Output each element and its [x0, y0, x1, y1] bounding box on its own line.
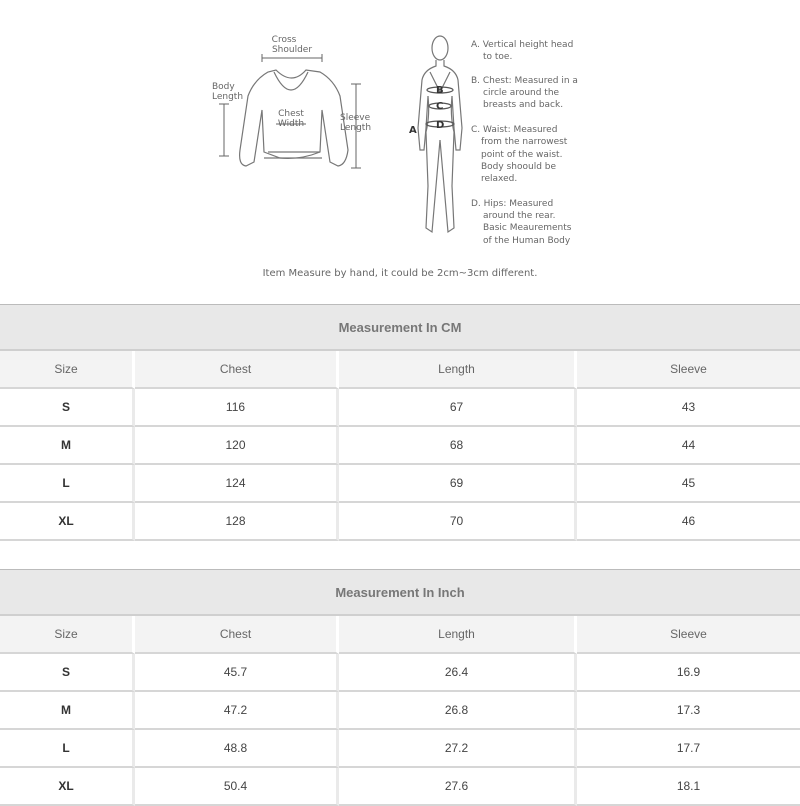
svg-text:from the narrowest: from the narrowest: [481, 137, 568, 147]
svg-text:point of the waist.: point of the waist.: [481, 150, 563, 160]
table-row: [0, 427, 800, 465]
table-row: [0, 389, 800, 427]
cell-size: XL: [0, 768, 135, 806]
body-length-label-2: Length: [212, 92, 244, 102]
svg-text:circle around the: circle around the: [483, 88, 560, 98]
cell-size: M: [0, 692, 135, 730]
measure-note: Item Measure by hand, it could be 2cm~3cm different.: [262, 268, 538, 279]
header-size: Size: [0, 351, 135, 389]
table-header-row: [0, 351, 800, 389]
svg-text:breasts and back.: breasts and back.: [483, 100, 564, 110]
cell-length: 70: [339, 503, 577, 541]
cell-sleeve: 16.9: [577, 654, 800, 692]
table-row: [0, 730, 800, 768]
cell-length: 67: [339, 389, 577, 427]
cm-size-table: [0, 304, 800, 541]
chest-width-label-2: Width: [277, 119, 305, 129]
cell-size: M: [0, 427, 135, 465]
cell-sleeve: 17.7: [577, 730, 800, 768]
svg-text:B. Chest: Measured in a: B. Chest: Measured in a: [471, 76, 578, 86]
marker-a: A: [409, 125, 417, 136]
inch-size-table: [0, 569, 800, 806]
sleeve-length-label-2: Length: [340, 123, 372, 133]
svg-text:to toe.: to toe.: [483, 52, 513, 62]
svg-text:A. Vertical height head: A. Vertical height head: [471, 40, 574, 50]
cell-chest: 128: [135, 503, 339, 541]
table-title: Measurement In Inch: [0, 569, 800, 616]
table-header-row: [0, 616, 800, 654]
cross-shoulder-label-1: Cross: [271, 35, 297, 45]
svg-text:C. Waist: Measured: C. Waist: Measured: [471, 125, 558, 135]
table-row: [0, 503, 800, 541]
header-size: Size: [0, 616, 135, 654]
cross-shoulder-label-2: Shoulder: [271, 45, 313, 55]
cell-length: 26.4: [339, 654, 577, 692]
cell-length: 26.8: [339, 692, 577, 730]
cell-length: 69: [339, 465, 577, 503]
svg-text:around the rear.: around the rear.: [483, 211, 556, 221]
svg-text:relaxed.: relaxed.: [481, 174, 518, 184]
cell-chest: 116: [135, 389, 339, 427]
cell-size: S: [0, 389, 135, 427]
measurement-diagram: [0, 0, 800, 300]
svg-text:Body shoould be: Body shoould be: [481, 162, 557, 172]
marker-c: C: [436, 101, 444, 112]
cell-length: 27.6: [339, 768, 577, 806]
header-chest: Chest: [135, 351, 339, 389]
table-title: Measurement In CM: [0, 304, 800, 351]
cell-size: XL: [0, 503, 135, 541]
svg-text:of the Human Body: of the Human Body: [483, 236, 571, 246]
table-row: [0, 692, 800, 730]
cell-chest: 120: [135, 427, 339, 465]
cell-sleeve: 43: [577, 389, 800, 427]
cell-length: 27.2: [339, 730, 577, 768]
table-row: [0, 654, 800, 692]
human-body-icon: [418, 36, 462, 232]
marker-d: D: [436, 120, 445, 131]
table-row: [0, 465, 800, 503]
cell-chest: 45.7: [135, 654, 339, 692]
marker-b: B: [436, 85, 444, 96]
cell-length: 68: [339, 427, 577, 465]
body-length-label-1: Body: [212, 82, 235, 92]
svg-text:D. Hips: Measured: D. Hips: Measured: [471, 199, 554, 209]
cell-sleeve: 44: [577, 427, 800, 465]
measurement-legend: [471, 40, 578, 246]
sleeve-length-label-1: Sleeve: [340, 113, 371, 123]
header-length: Length: [339, 616, 577, 654]
cell-sleeve: 45: [577, 465, 800, 503]
header-chest: Chest: [135, 616, 339, 654]
cell-size: S: [0, 654, 135, 692]
cell-chest: 47.2: [135, 692, 339, 730]
cell-sleeve: 18.1: [577, 768, 800, 806]
chest-width-label-1: Chest: [278, 109, 304, 119]
header-sleeve: Sleeve: [577, 616, 800, 654]
table-row: [0, 768, 800, 806]
cell-sleeve: 17.3: [577, 692, 800, 730]
cell-sleeve: 46: [577, 503, 800, 541]
cell-chest: 48.8: [135, 730, 339, 768]
cell-chest: 124: [135, 465, 339, 503]
header-sleeve: Sleeve: [577, 351, 800, 389]
cell-size: L: [0, 465, 135, 503]
cell-chest: 50.4: [135, 768, 339, 806]
header-length: Length: [339, 351, 577, 389]
svg-text:Basic Meaurements: Basic Meaurements: [483, 223, 572, 233]
cell-size: L: [0, 730, 135, 768]
